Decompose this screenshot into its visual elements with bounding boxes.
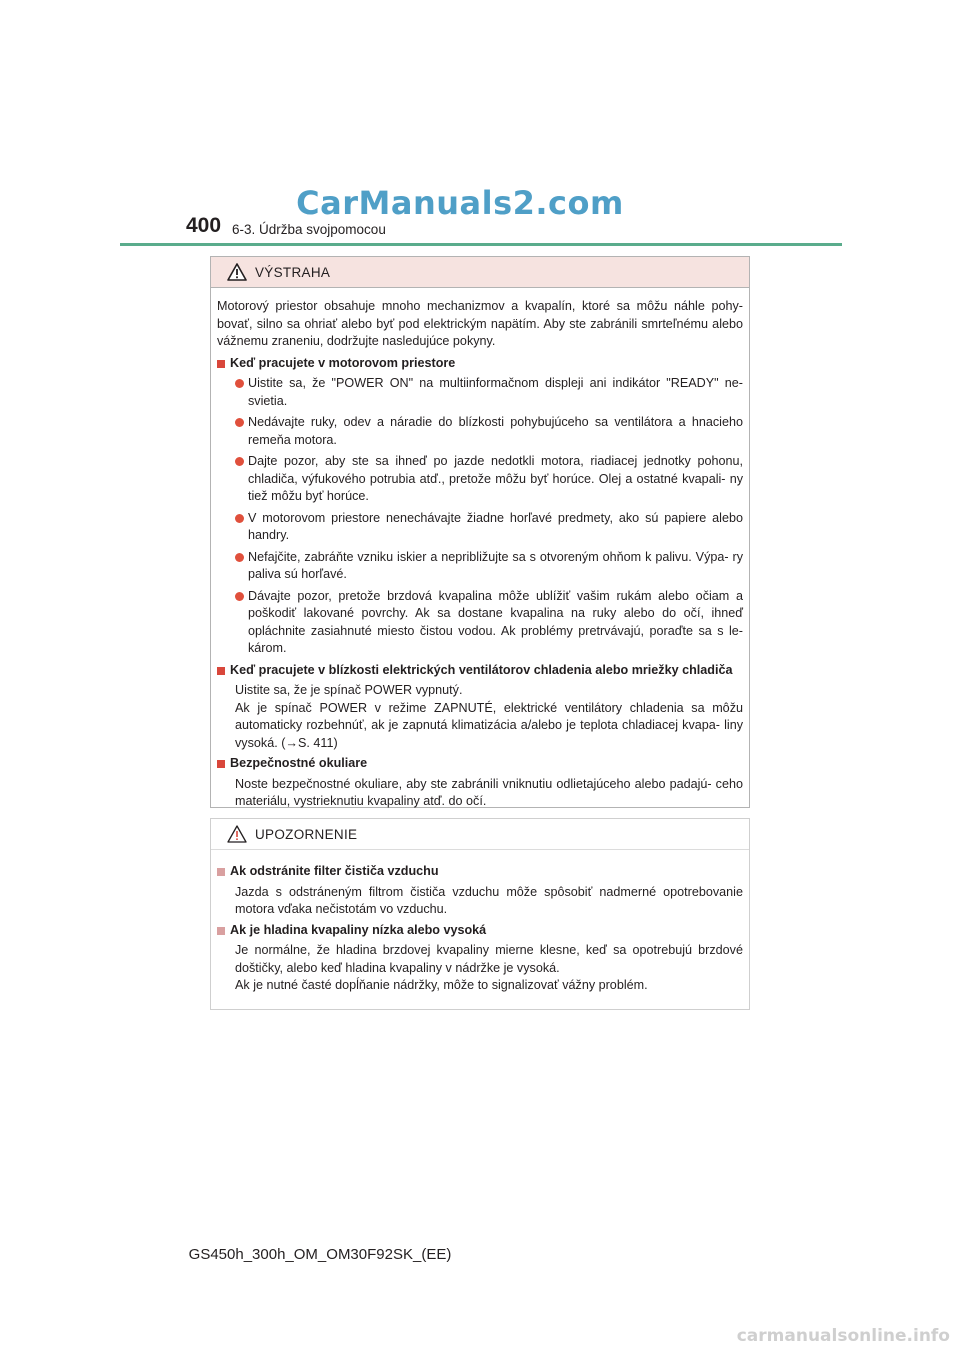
square-bullet-icon bbox=[217, 927, 225, 935]
fluid-line-2: Ak je nutné časté dopĺňanie nádržky, môže to signalizovať vážny problém. bbox=[235, 978, 648, 992]
notice-title: UPOZORNENIE bbox=[255, 826, 358, 842]
list-item: Dávajte pozor, pretože brzdová kvapalina môže ublížiť vašim rukám alebo očiam a poškodiť lakované povrchy. Ak sa dostane kvapalina na ruky alebo do očí, ihneď opláchnite zasiahnuté miesto čistou vodou. Ak problémy pretrvávajú, poraďte sa s le- károm. bbox=[217, 588, 743, 658]
warning-intro: Motorový priestor obsahuje mnoho mechanizmov a kvapalín, ktoré sa môžu náhle pohy- bovať, silno sa ohriať alebo byť pod elektrickým napätím. Aby ste zabránili smrteľnému alebo vážnemu zraneniu, dodržujte nasledujúce pokyny. bbox=[217, 299, 743, 348]
notice-heading-filter: Ak odstránite filter čističa vzduchu bbox=[217, 863, 743, 881]
fans-line-1: Uistite sa, že je spínač POWER vypnutý. bbox=[235, 683, 463, 697]
bullet-dot-icon bbox=[235, 418, 244, 427]
square-bullet-icon bbox=[217, 360, 225, 368]
warning-title: VÝSTRAHA bbox=[255, 264, 331, 280]
list-item: Nefajčite, zabráňte vzniku iskier a nepribližujte sa s otvoreným ohňom k palivu. Výpa- ry paliva sú horľavé. bbox=[217, 549, 743, 584]
filter-text: Jazda s odstráneným filtrom čističa vzduchu môže spôsobiť nadmerné opotrebovanie motora vďaka nečistotám vo vzduchu. bbox=[235, 884, 743, 916]
notice-box bbox=[210, 818, 750, 1010]
fans-line-2: Ak je spínač POWER v režime ZAPNUTÉ, elektrické ventilátory chladenia sa môžu automaticky rozbehnúť, ak je zapnutá klimatizácia a/alebo je teplota chladiacej kvapa- liny vysoká. (→S. 411) bbox=[235, 700, 743, 750]
warning-heading-glasses: Bezpečnostné okuliare bbox=[217, 755, 743, 773]
warning-header bbox=[211, 257, 749, 288]
warning-triangle-icon bbox=[227, 825, 247, 843]
square-bullet-icon bbox=[217, 868, 225, 876]
square-bullet-icon bbox=[217, 760, 225, 768]
header-rule bbox=[120, 243, 842, 246]
section-title: 6-3. Údržba svojpomocou bbox=[232, 222, 386, 237]
document-code: GS450h_300h_OM_OM30F92SK_(EE) bbox=[188, 1246, 452, 1263]
bullet-dot-icon bbox=[235, 379, 244, 388]
watermark-carmanualsonline: carmanualsonline.info bbox=[736, 1326, 950, 1346]
notice-heading-fluid: Ak je hladina kvapaliny nízka alebo vysoká bbox=[217, 922, 743, 940]
notice-header bbox=[211, 819, 749, 850]
bullet-dot-icon bbox=[235, 457, 244, 466]
bullet-dot-icon bbox=[235, 553, 244, 562]
warning-heading-fans: Keď pracujete v blízkosti elektrických ventilátorov chladenia alebo mriežky chladiča bbox=[217, 662, 743, 680]
fluid-line-1: Je normálne, že hladina brzdovej kvapaliny mierne klesne, keď sa opotrebujú brzdové doštičky, alebo keď hladina kvapaliny v nádržke je vysoká. bbox=[235, 943, 743, 975]
glasses-text: Noste bezpečnostné okuliare, aby ste zabránili vniknutiu odlietajúceho alebo padajú- ceho materiálu, vystrieknutiu kvapaliny atď. do očí. bbox=[235, 776, 743, 808]
list-item: Uistite sa, že "POWER ON" na multiinformačnom displeji ani indikátor "READY" ne- svietia. bbox=[217, 375, 743, 410]
watermark-carmanuals2: CarManuals2.com bbox=[296, 184, 624, 222]
square-bullet-icon bbox=[217, 667, 225, 675]
warning-box bbox=[210, 256, 750, 808]
list-item: Dajte pozor, aby ste sa ihneď po jazde nedotkli motora, riadiacej jednotky pohonu, chladiča, výfukového potrubia atď., pretože môžu byť horúce. Olej a ostatné kvapali- ny tiež môžu byť horúce. bbox=[217, 453, 743, 506]
page-number: 400 bbox=[186, 214, 222, 237]
warning-heading-engine: Keď pracujete v motorovom priestore bbox=[217, 355, 743, 373]
bullet-dot-icon bbox=[235, 514, 244, 523]
bullet-dot-icon bbox=[235, 592, 244, 601]
list-item: V motorovom priestore nenechávajte žiadne horľavé predmety, ako sú papiere alebo handry. bbox=[217, 510, 743, 545]
list-item: Nedávajte ruky, odev a náradie do blízkosti pohybujúceho sa ventilátora a hnacieho remeňa motora. bbox=[217, 414, 743, 449]
warning-triangle-icon bbox=[227, 263, 247, 281]
